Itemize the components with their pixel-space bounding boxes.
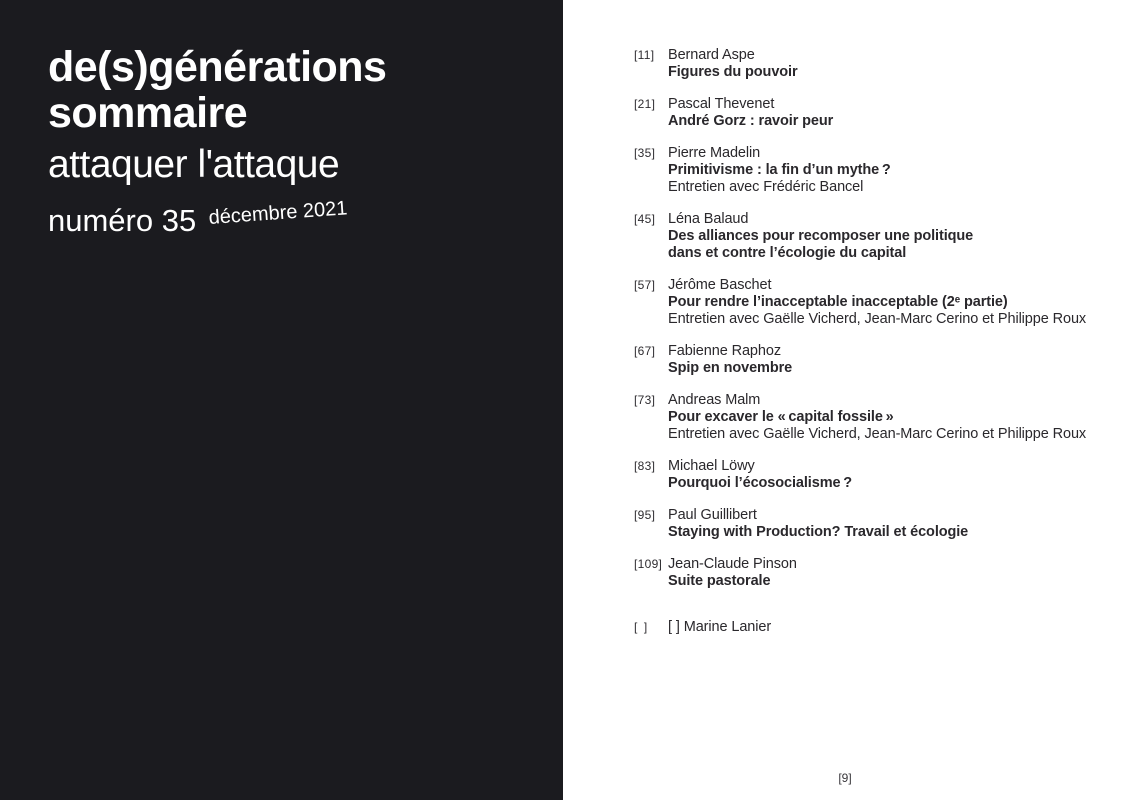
- toc-author: Bernard Aspe: [668, 47, 755, 63]
- toc-title: Pour rendre l’inacceptable inacceptable (2ᵉ partie): [668, 294, 1008, 310]
- toc-page-number: [21]: [634, 97, 656, 111]
- section-title: sommaire: [48, 89, 248, 137]
- toc-entry: [634, 211, 1086, 262]
- folio-page-number: [9]: [838, 771, 852, 785]
- journal-title: de(s)générations: [48, 43, 387, 91]
- toc-entry: [634, 343, 1086, 377]
- issue-row: [48, 197, 386, 239]
- toc-entry-photography-credit: [634, 619, 1086, 636]
- toc-title: Pourquoi l’écosocialisme ?: [668, 475, 853, 491]
- contents-page: [563, 0, 1127, 800]
- toc-author: Michael Löwy: [668, 458, 755, 474]
- toc-author: Fabienne Raphoz: [668, 343, 781, 359]
- toc-page-number: [67]: [634, 344, 656, 358]
- toc-title: Figures du pouvoir: [668, 64, 798, 80]
- toc-page-number: [57]: [634, 278, 656, 292]
- toc-note: Entretien avec Gaëlle Vicherd, Jean-Marc Cerino et Philippe Roux: [668, 311, 1087, 327]
- toc-author: Pierre Madelin: [668, 145, 761, 161]
- cover-page: [0, 0, 563, 800]
- issue-theme: attaquer l'attaque: [48, 143, 340, 186]
- toc-page-number: [45]: [634, 212, 656, 226]
- toc-note: Entretien avec Frédéric Bancel: [668, 179, 864, 195]
- toc-author: Andreas Malm: [668, 392, 761, 408]
- toc-title: André Gorz : ravoir peur: [668, 113, 834, 129]
- toc-entry: [634, 47, 1086, 81]
- table-of-contents: [634, 47, 1086, 651]
- toc-author: Jérôme Baschet: [668, 277, 772, 293]
- issue-date: décembre 2021: [208, 197, 349, 230]
- toc-title: Staying with Production? Travail et écologie: [668, 524, 969, 540]
- toc-entry: [634, 277, 1086, 328]
- toc-author: Paul Guillibert: [668, 507, 757, 523]
- toc-entry: [634, 96, 1086, 130]
- toc-title: Spip en novembre: [668, 360, 793, 376]
- toc-title-line2: dans et contre l’écologie du capital: [668, 245, 907, 261]
- toc-author: Jean-Claude Pinson: [668, 556, 797, 572]
- toc-title: Suite pastorale: [668, 573, 771, 589]
- toc-page-number: [73]: [634, 393, 656, 407]
- toc-entry: [634, 556, 1086, 590]
- toc-page-number: [11]: [634, 48, 655, 62]
- toc-page-number: [ ]: [634, 620, 648, 634]
- toc-title: Des alliances pour recomposer une politique: [668, 228, 974, 244]
- toc-note: Entretien avec Gaëlle Vicherd, Jean-Marc Cerino et Philippe Roux: [668, 426, 1087, 442]
- toc-page-number: [35]: [634, 146, 656, 160]
- toc-page-number: [109]: [634, 557, 663, 571]
- toc-page-number: [83]: [634, 459, 656, 473]
- toc-title: Pour excaver le « capital fossile »: [668, 409, 894, 425]
- cover-text-block: [48, 44, 386, 239]
- toc-entry: [634, 458, 1086, 492]
- toc-page-number: [95]: [634, 508, 656, 522]
- issue-number: numéro 35: [48, 203, 197, 238]
- toc-entry: [634, 392, 1086, 443]
- toc-author: Léna Balaud: [668, 211, 749, 227]
- toc-entry: [634, 507, 1086, 541]
- toc-title: Primitivisme : la fin d’un mythe ?: [668, 162, 891, 178]
- toc-author: [ ] Marine Lanier: [668, 619, 772, 635]
- toc-entry: [634, 145, 1086, 196]
- toc-author: Pascal Thevenet: [668, 96, 775, 112]
